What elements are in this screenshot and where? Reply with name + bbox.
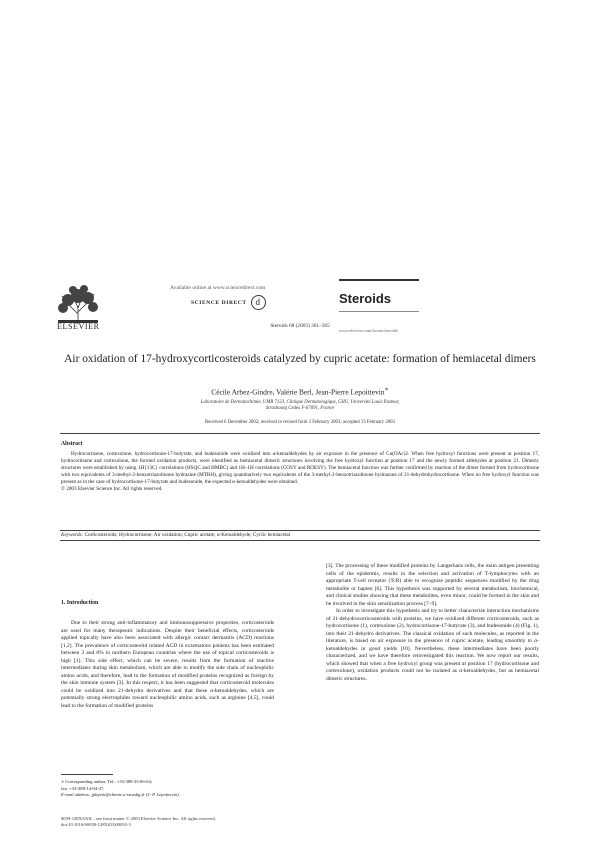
received-dates: Received 6 December 2002; received in revised form 3 February 2003; accepted 13 February 2003 — [205, 420, 395, 425]
journal-top-rule — [339, 279, 419, 281]
section-heading-introduction: 1. Introduction — [61, 600, 99, 606]
sciencedirect-logo — [191, 295, 268, 310]
footnote-block — [61, 779, 180, 799]
right-column — [326, 563, 539, 683]
sciencedirect-d-icon: d — [251, 295, 266, 310]
publisher-name: ELSEVIER — [57, 322, 100, 331]
left-column — [61, 620, 274, 710]
keywords-label: Keywords: — [61, 532, 84, 538]
article-title: Air oxidation of 17-hydroxycorticosteroids catalyzed by cupric acetate: formation of hemiacetal dimers — [64, 353, 536, 365]
journal-citation: Steroids 68 (2003) 361–365 — [270, 323, 330, 329]
abstract-top-rule — [60, 433, 540, 434]
elsevier-tree-logo — [56, 284, 100, 326]
abstract-body — [61, 451, 539, 494]
intro-paragraph-continued: [3]. The processing of these modified proteins by Langerhans cells, the main antigen presenting cells of the epidermis, results in the selection and activation of T-lymphocytes with an appropriate T-cell receptor (TcR) able to recognize peptidic sequences modified by the drug metabolite or hapten [6]. This hypothesis was supported by several metabolism, biochemical, and clinical studies showing that these metabolites, even minor, could be formed in the skin and be involved in the skin sensitization process [7–9]. — [326, 563, 539, 607]
journal-name: Steroids — [339, 291, 392, 306]
journal-url[interactable]: www.elsevier.com/locate/steroids — [339, 328, 398, 333]
corresponding-author-mark[interactable]: ∗ — [384, 387, 389, 393]
available-online-text: Available online at www.sciencedirect.com — [170, 285, 266, 291]
affiliation-line-1: Laboratoire de Dermatochimie, UMR 7123, Clinique Dermatologique, CHU, Université Louis Pasteur, — [200, 400, 400, 405]
issn-line: 0039-128X/03/$ – see front matter © 2003 Elsevier Science Inc. All rights reserved. — [61, 816, 216, 821]
affiliation-line-2: Strasbourg Cedex F-67091, France — [265, 406, 335, 412]
intro-paragraph-1: Due to their strong anti-inflammatory and immunosuppressive properties, corticosteroids are used for many therapeutic indications. Despite their beneficial effects, corticosteroids applied topically have also been associated with allergic contact dermatitis (ACD) reactions [1,2]. The prevalence of corticosteroid related ACD in eczematous patients has been estimated between 3 and 6% in northern European countries where the use of topical corticosteroids is high [1]. This side effect, which can be severe, results from the formation of reactive intermediates during skin metabolism, which are able to modify the side chain of nucleophilic amino acids, and therefore, lead to the formation of modified proteins recognized as foreign by the skin immune system [3]. In this respect, it has been suggested that corticosteroid molecules could be oxidized into 21-dehydro derivatives and that these α-ketoaldehydes, which are potentially strong electrophiles toward nucleophilic amino acids, such as arginine [4,5], could lead to the formation of modified proteins — [61, 620, 274, 709]
authors-text: Cécile Arbez-Gindre, Valérie Berl, Jean-Pierre Lepoittevin — [211, 387, 385, 397]
keywords-line — [61, 532, 539, 538]
sciencedirect-logo-text: SCIENCE DIRECT — [191, 299, 247, 306]
abstract-heading: Abstract — [61, 441, 83, 447]
intro-paragraph-2: In order to investigate this hypothesis and try to better characterize interaction mechanisms of 21-dehydrocorticosteroids with proteins, we have oxidized different corticosteroids, such as hydrocortisone (1), cortexolone (2), hydrocortisone-17-butyrate (3), and budesonide (4) (Fig. 1), into their 21-dehydro derivatives. The classical oxidation of such molecules, as reported in the literature, is based on air exposure in the presence of cupric acetate, leading smoothly to α-ketoaldehydes in good yields [10]. Nevertheless, these intermediates have been poorly characterized, and we have therefore reinvestigated this reaction. We now report our results, which showed that when a free hydroxyl group was present at position 17 (hydrocortisone and cortexolone), oxidation products could not be isolated as α-ketoaldehydes, but as hemiacetal dimeric structures. — [326, 608, 539, 682]
journal-bottom-rule — [339, 311, 419, 312]
footnote-email[interactable]: E-mail address: jplepoit@chimie.u-strasbg.fr (J.-P. Lepoittevin). — [61, 792, 180, 798]
abstract-text: Hydrocortisone, cortexolone, hydrocortisone-17-butyrate, and budesonide were oxidized into α-ketoaldehydes by air exposure in the presence of Cu(OAc)2. When free hydroxyl functions were present at position 17, hydrocortisone and cortexolone, the formed oxidation products, were identified as hemiacetal dimeric structures involving the free hydroxyl function at position 17 and the newly formed aldehydes at position 21. Dimeric structures were established by using 1H{13C} correlations (HSQC and HMBC) and 1H–1H correlations (COSY and ROESY). The hemiacetal function was further confirmed by reaction of the dimer formed from hydrocortisone with two equivalents of 3-methyl-2-benzotriazolinone hydrazine (MTBH), giving quantitatively two equivalents of the 3-methyl-2-benzotriazolinone hydrazone of 21-dehydrohydrocortisone. When no free hydroxyl function was present as in the case of hydrocortisone-17-butyrate and budesonide, the expected α-ketoaldehydes were obtained. — [61, 451, 539, 486]
footnote-corresponding: ∗ Corresponding author. Tel.: +33-388-35-06-04; — [61, 779, 153, 784]
issn-block — [61, 816, 216, 829]
keywords-bottom-rule — [60, 540, 540, 541]
affiliation — [0, 400, 600, 413]
footnote-fax: fax: +33-388-14-04-47. — [61, 785, 105, 791]
doi-line[interactable]: doi:10.1016/S0039-128X(03)00033-3 — [61, 822, 131, 828]
keywords-text: Corticosteroids; Hydrocortisone; Air oxidation; Cupric acetate; α-Ketoaldehyde; Cyclic hemiacetal — [84, 532, 291, 538]
abstract-copyright: © 2003 Elsevier Science Inc. All rights reserved. — [61, 486, 163, 493]
author-list — [0, 386, 600, 396]
keywords-top-rule — [60, 530, 540, 531]
footnote-rule — [61, 774, 113, 775]
